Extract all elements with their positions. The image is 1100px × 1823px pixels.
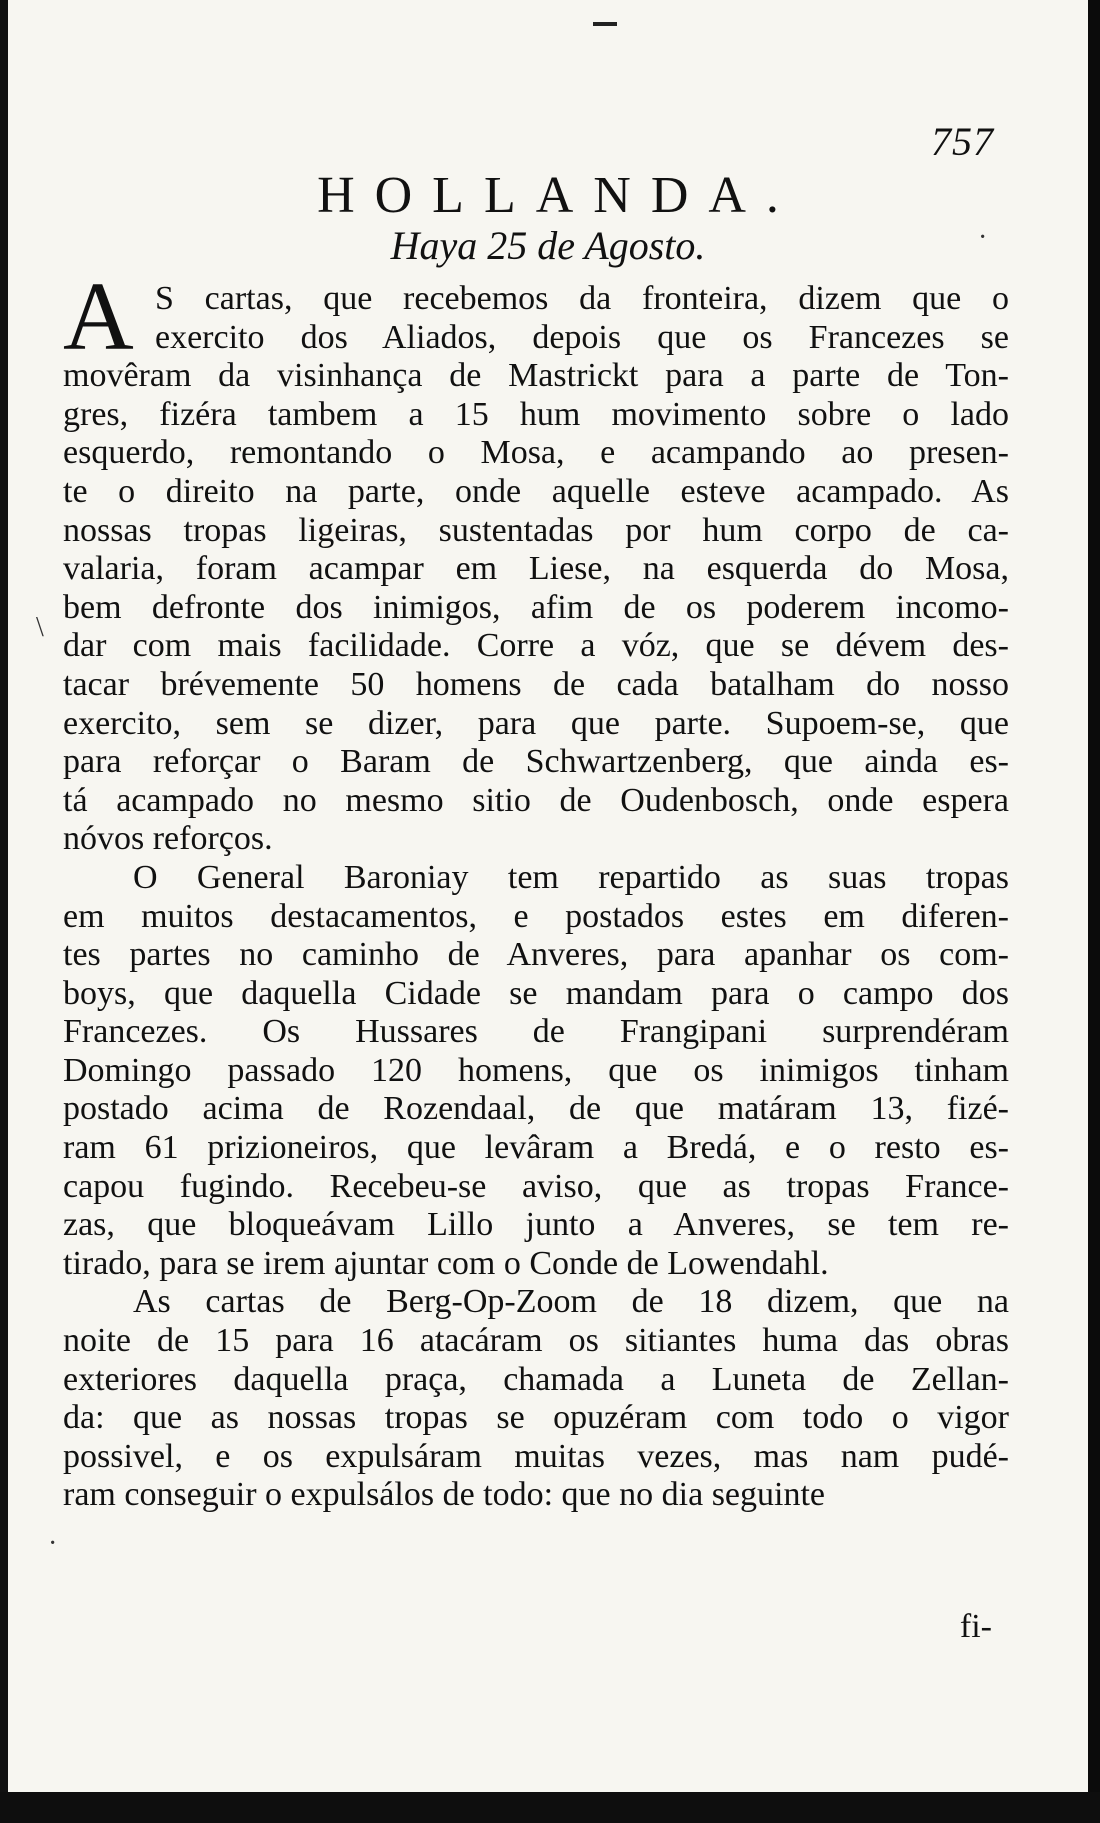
- article-body: [63, 280, 1009, 1515]
- section-heading: HOLLANDA.: [317, 167, 799, 224]
- text-line: zas, que bloqueávam Lillo junto a Anveres, se tem re-: [63, 1206, 1009, 1244]
- text-line: O General Baroniay tem repartido as suas tropas: [133, 858, 1009, 896]
- drop-cap: A: [63, 263, 134, 371]
- text-line: exercito, sem se dizer, para que parte. Supoem-se, que: [63, 704, 1009, 742]
- text-line: tá acampado no mesmo sitio de Oudenbosch, onde espera: [63, 781, 1009, 819]
- text-line: gres, fizéra tambem a 15 hum movimento sobre o lado: [63, 395, 1009, 433]
- text-line: postado acima de Rozendaal, de que matáram 13, fizé-: [63, 1090, 1009, 1128]
- margin-dot: ·: [48, 1528, 58, 1559]
- text-line: ram conseguir o expulsálos de todo: que no dia seguinte: [63, 1476, 825, 1514]
- text-line: ram 61 prizioneiros, que levâram a Bredá, e o resto es-: [63, 1129, 1009, 1167]
- text-line: dar com mais facilidade. Corre a vóz, que se dévem des-: [63, 627, 1009, 665]
- text-line: exercito dos Aliados, depois que os Francezes se: [155, 318, 1009, 356]
- paragraph: [63, 859, 1009, 1284]
- text-line: nóvos reforços.: [63, 820, 273, 858]
- page-number: 757: [931, 119, 994, 164]
- text-line: bem defronte dos inimigos, afim de os poderem incomo-: [63, 588, 1009, 626]
- text-line: Domingo passado 120 homens, que os inimigos tinham: [63, 1051, 1009, 1089]
- text-line: As cartas de Berg-Op-Zoom de 18 dizem, que na: [133, 1283, 1009, 1321]
- dateline: Haya 25 de Agosto.: [390, 223, 706, 268]
- text-line: para reforçar o Baram de Schwartzenberg, que ainda es-: [63, 743, 1009, 781]
- paragraph: [63, 1283, 1009, 1515]
- text-line: Francezes. Os Hussares de Frangipani surprendéram: [63, 1013, 1009, 1051]
- text-line: tirado, para se irem ajuntar com o Conde de Lowendahl.: [63, 1244, 829, 1282]
- text-line: exteriores daquella praça, chamada a Luneta de Zellan-: [63, 1360, 1009, 1398]
- text-line: esquerdo, remontando o Mosa, e acampando ao presen-: [63, 434, 1009, 472]
- text-line: tes partes no caminho de Anveres, para apanhar os com-: [63, 936, 1009, 974]
- text-line: em muitos destacamentos, e postados estes em diferen-: [63, 897, 1009, 935]
- paragraph: [63, 280, 1009, 859]
- stray-ink-dot: ·: [978, 222, 988, 253]
- text-line: te o direito na parte, onde aquelle esteve acampado. As: [63, 472, 1009, 510]
- text-line: da: que as nossas tropas se opuzéram com todo o vigor: [63, 1399, 1009, 1437]
- text-line: capou fugindo. Recebeu-se aviso, que as tropas France-: [63, 1167, 1009, 1205]
- text-line: boys, que daquella Cidade se mandam para o campo dos: [63, 974, 1009, 1012]
- text-line: S cartas, que recebemos da fronteira, dizem que o: [155, 280, 1009, 317]
- margin-tick: \: [36, 612, 44, 643]
- scan-left-edge: [0, 0, 8, 1823]
- text-line: noite de 15 para 16 atacáram os sitiantes huma das obras: [63, 1322, 1009, 1360]
- text-line: nossas tropas ligeiras, sustentadas por hum corpo de ca-: [63, 511, 1009, 549]
- catchword: fi-: [959, 1608, 992, 1645]
- scan-bottom-edge: [0, 1792, 1100, 1823]
- top-rule-mark: [593, 22, 617, 26]
- text-line: valaria, foram acampar em Liese, na esquerda do Mosa,: [63, 550, 1009, 588]
- text-line: movêram da visinhança de Mastrickt para a parte de Ton-: [63, 357, 1009, 395]
- text-line: possivel, e os expulsáram muitas vezes, mas nam pudé-: [63, 1437, 1009, 1475]
- text-line: tacar brévemente 50 homens de cada batalham do nosso: [63, 665, 1009, 703]
